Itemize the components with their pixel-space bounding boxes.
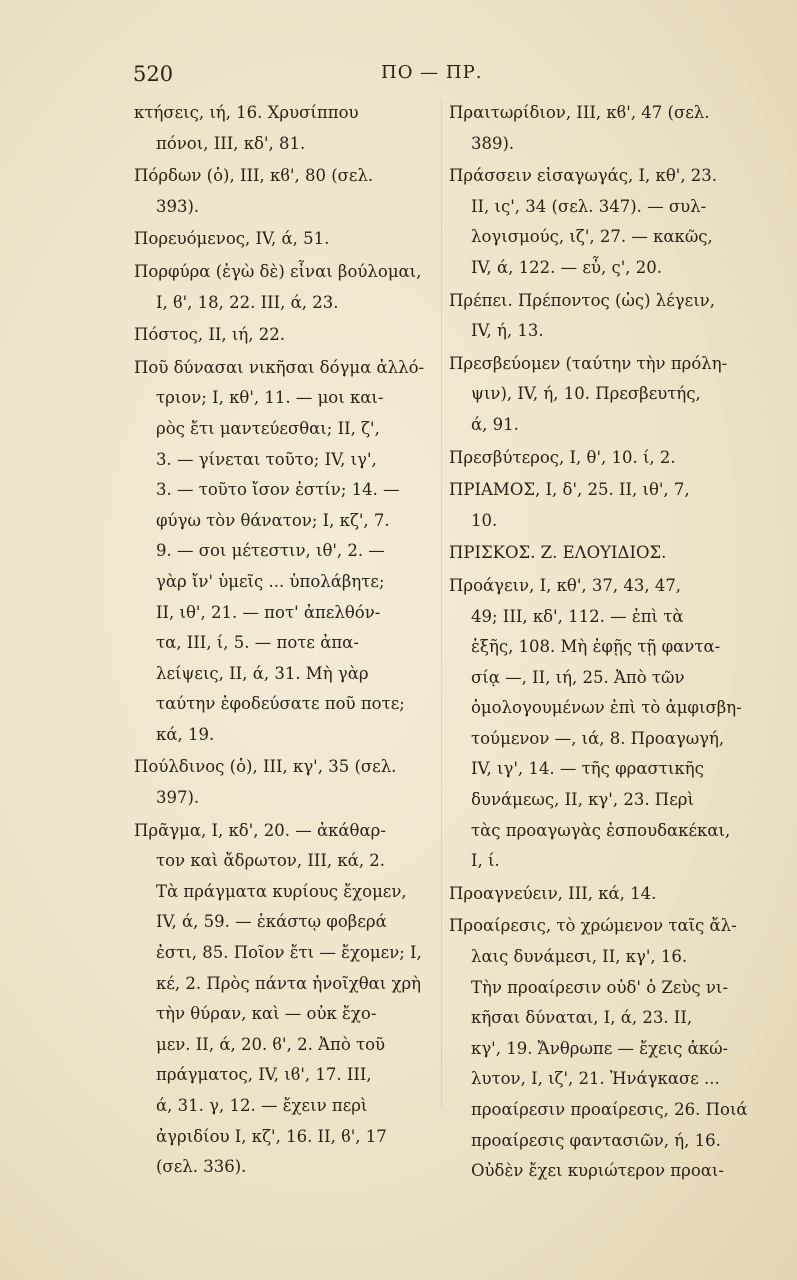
entry-line: τὴν θύραν, καὶ — οὐκ ἔχο- [156, 1004, 377, 1024]
entry-line: σίᾳ —, II, ιή, 25. Ἀπὸ τῶν [471, 667, 685, 687]
index-entry [449, 571, 754, 877]
page-number: 520 [133, 62, 174, 86]
entry-line: IV, ή, 13. [471, 321, 544, 341]
entry-line: ταύτην ἐφοδεύσατε ποῦ ποτε; [156, 694, 405, 714]
entry-line: Πόρδων (ὁ), III, κϐ', 80 (σελ. [134, 166, 374, 186]
entry-line: φύγω τὸν θάνατον; I, κζ', 7. [156, 510, 390, 530]
entry-line: Τὴν προαίρεσιν οὐδ' ὁ Ζεὺς νι- [471, 977, 728, 997]
entry-line: γὰρ ἴν' ὑμεῖς ... ὑπολάβητε; [156, 571, 385, 591]
entry-line: τα, III, ί, 5. — ποτε ἀπα- [156, 633, 359, 653]
entry-line: ὁμολογουμένων ἐπὶ τὸ ἀμφισβη- [471, 698, 742, 718]
entry-line: ΠΡΙΣΚΟΣ. Ζ. ΕΛΟΥΙΔΙΟΣ. [449, 543, 667, 563]
right-column [449, 98, 754, 1189]
index-entry [134, 816, 434, 1183]
entry-line: Προαίρεσις, τὸ χρώμενον ταῖς ἄλ- [449, 916, 737, 936]
entry-line: I, ϐ', 18, 22. III, ά, 23. [156, 292, 339, 312]
index-entry [134, 257, 434, 318]
entry-line: II, ις', 34 (σελ. 347). — συλ- [471, 196, 707, 216]
entry-line: 393). [156, 196, 200, 216]
entry-line: Πρέπει. Πρέποντος (ὡς) λέγειν, [449, 290, 715, 310]
entry-line: ΠΡΙΑΜΟΣ, I, δ', 25. II, ιθ', 7, [449, 480, 690, 500]
index-entry [134, 320, 434, 351]
entry-line: Προαγνεύειν, III, κά, 14. [449, 883, 657, 903]
entry-line: πράγματος, IV, ιϐ', 17. III, [156, 1065, 372, 1085]
entry-line: ψιν), IV, ή, 10. Πρεσβευτής, [471, 384, 701, 404]
page-header [0, 62, 797, 92]
index-entry [449, 911, 754, 1186]
entry-line: λυτον, I, ιζ', 21. Ἠνάγκασε ... [471, 1069, 720, 1089]
entry-line: Προάγειν, I, κθ', 37, 43, 47, [449, 575, 682, 595]
index-entry [449, 538, 754, 569]
index-entry [449, 879, 754, 910]
entry-line: Πούλδινος (ὁ), III, κγ', 35 (σελ. [134, 757, 397, 777]
entry-line: (σελ. 336). [156, 1157, 247, 1177]
entry-line: Πράσσειν εἰσαγωγάς, I, κθ', 23. [449, 166, 718, 186]
entry-line: IV, ά, 122. — εὖ, ς', 20. [471, 257, 662, 277]
entry-line: 3. — γίνεται τοῦτο; IV, ιγ', [156, 449, 377, 469]
entry-line: 389). [471, 133, 515, 153]
entry-line: προαίρεσιν προαίρεσις, 26. Ποιά [471, 1100, 748, 1119]
entry-line: κέ, 2. Πρὸς πάντα ἠνοῖχθαι χρὴ [156, 973, 422, 993]
entry-line: ἑξῆς, 108. Μὴ ἐφῇς τῇ φαντα- [471, 637, 721, 657]
entry-line: 397). [156, 788, 200, 808]
entry-line: ἐστι, 85. Ποῖον ἔτι — ἔχομεν; I, [156, 943, 422, 963]
entry-line: δυνάμεως, II, κγ', 23. Περὶ [471, 790, 694, 810]
entry-line: IV, ιγ', 14. — τῆς φραστικῆς [471, 759, 704, 779]
entry-line: II, ιθ', 21. — ποτ' ἀπελθόν- [156, 602, 381, 622]
index-entry [449, 98, 754, 159]
entry-line: ά, 91. [471, 414, 519, 434]
entry-line: κτήσεις, ιή, 16. Χρυσίππου [134, 103, 359, 122]
index-entry [134, 224, 434, 255]
entry-line: πόνοι, III, κδ', 81. [156, 133, 306, 153]
entry-line: Πρᾶγμα, I, κδ', 20. — ἀκάθαρ- [134, 820, 386, 840]
index-entry [134, 353, 434, 751]
entry-line: ἀγριδίου I, κζ', 16. II, ϐ', 17 [156, 1126, 387, 1146]
index-entry [449, 443, 754, 474]
index-entry [449, 349, 754, 441]
index-entry [449, 475, 754, 536]
entry-line: ρὸς ἔτι μαντεύεσθαι; II, ζ', [156, 418, 380, 438]
entry-line: Πόστος, II, ιή, 22. [134, 325, 285, 345]
index-entry [134, 161, 434, 222]
entry-line: 49; III, κδ', 112. — ἐπὶ τὰ [471, 606, 684, 626]
entry-line: τριον; I, κθ', 11. — μοι και- [156, 388, 384, 408]
entry-line: Πορευόμενος, IV, ά, 51. [134, 229, 330, 249]
left-column [134, 98, 434, 1185]
entry-line: λογισμούς, ιζ', 27. — κακῶς, [471, 227, 713, 247]
entry-line: κγ', 19. Ἄνθρωπε — ἔχεις ἀκώ- [471, 1038, 729, 1058]
entry-line: Πρεσβεύομεν (ταύτην τὴν πρόλη- [449, 353, 728, 373]
entry-line: 10. [471, 510, 498, 530]
entry-line: Πραιτωρίδιον, III, κϐ', 47 (σελ. [449, 103, 710, 122]
running-head: ΠΟ — ΠΡ. [381, 62, 483, 83]
entry-line: I, ί. [471, 851, 500, 871]
entry-line: μεν. II, ά, 20. ϐ', 2. Ἀπὸ τοῦ [156, 1034, 386, 1054]
index-entry [134, 752, 434, 813]
entry-line: ά, 31. γ, 12. — ἔχειν περὶ [156, 1096, 368, 1115]
entry-line: τον καὶ ἄδρωτον, III, κά, 2. [156, 851, 386, 871]
entry-line: προαίρεσις φαντασιῶν, ή, 16. [471, 1130, 721, 1150]
entry-line: IV, ά, 59. — ἑκάστῳ φοβερά [156, 912, 387, 932]
entry-line: Οὐδὲν ἔχει κυριώτερον προαι- [471, 1161, 724, 1181]
index-entry [449, 286, 754, 347]
index-entry [134, 98, 434, 159]
column-gutter [441, 98, 442, 1108]
entry-line: τὰς προαγωγὰς ἐσπουδακέκαι, [471, 820, 731, 840]
entry-line: 9. — σοι μέτεστιν, ιθ', 2. — [156, 541, 385, 561]
entry-line: λαις δυνάμεσι, II, κγ', 16. [471, 947, 688, 967]
entry-line: Ποῦ δύνασαι νικῆσαι δόγμα ἀλλό- [134, 357, 425, 377]
entry-line: Τὰ πράγματα κυρίους ἔχομεν, [156, 881, 407, 901]
entry-line: Πρεσβύτερος, I, θ', 10. ί, 2. [449, 447, 676, 467]
index-entry [449, 161, 754, 283]
entry-line: λείψεις, II, ά, 31. Μὴ γὰρ [156, 663, 369, 683]
entry-line: Πορφύρα (ἐγὼ δὲ) εἶναι βούλομαι, [134, 261, 422, 281]
entry-line: τούμενον —, ιά, 8. Προαγωγή, [471, 728, 725, 748]
entry-line: κά, 19. [156, 724, 215, 744]
entry-line: κῆσαι δύναται, I, ά, 23. II, [471, 1008, 693, 1028]
entry-line: 3. — τοῦτο ἴσον ἐστίν; 14. — [156, 480, 400, 500]
